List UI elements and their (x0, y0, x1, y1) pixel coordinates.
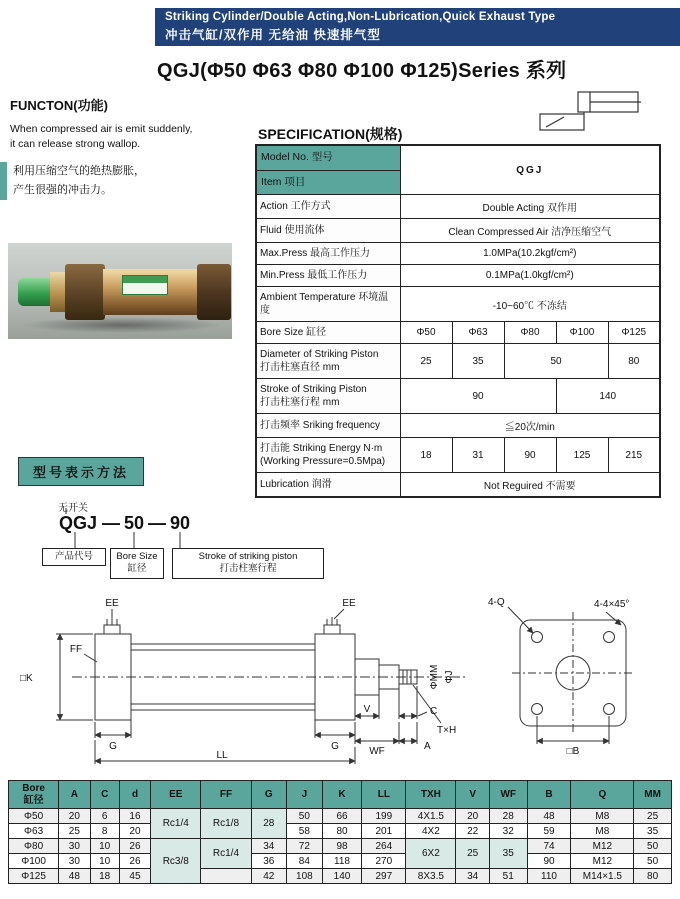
function-text-cn-line2: 产生很强的冲击力。 (13, 184, 112, 197)
dim-col-header: G (251, 781, 287, 809)
dim-label-ff: FF (69, 644, 83, 655)
dim-cell (201, 869, 251, 884)
dim-cell: 32 (489, 824, 527, 839)
spec-cell: 0.1MPa(1.0kgf/cm²) (400, 265, 660, 287)
function-text-cn (0, 162, 248, 199)
series-title: QGJ(Φ50 Φ63 Φ80 Φ100 Φ125)Series 系列 (157, 60, 567, 82)
banner-title-en: Striking Cylinder/Double Acting,Non-Lubrication,Quick Exhaust Type (165, 11, 556, 23)
dim-cell: 4X2 (406, 824, 456, 839)
dim-label-v: V (363, 704, 371, 715)
model-connector-lines (0, 492, 360, 552)
dim-col-header: Q (571, 781, 634, 809)
cylinder-side-view (56, 609, 468, 764)
function-section (0, 95, 248, 200)
model-label-bore-cn: 缸径 (127, 563, 147, 575)
spec-cell: Φ63 (452, 322, 504, 344)
spec-cell: 140 (556, 379, 660, 414)
dim-row (9, 824, 672, 839)
switch-note: 无开关 (58, 503, 88, 514)
banner-title-cn: 冲击气缸/双作用 无给油 快速排气型 (165, 28, 381, 42)
dim-cell: 20 (119, 824, 150, 839)
dim-cell: 297 (362, 869, 406, 884)
dim-cell: 20 (59, 809, 90, 824)
page-header-banner (155, 8, 680, 46)
dim-label-k: □K (20, 673, 33, 684)
dim-cell: 34 (456, 869, 489, 884)
dim-cell: 50 (634, 839, 672, 854)
dim-label-j: ΦJ (444, 670, 455, 684)
cylinder-shadow (22, 317, 222, 333)
spec-cell: Φ50 (400, 322, 452, 344)
dim-cell: 26 (119, 854, 150, 869)
dim-col-header: A (59, 781, 90, 809)
spec-cell: Φ125 (608, 322, 660, 344)
dim-cell: 84 (287, 854, 323, 869)
dim-cell: 28 (251, 809, 287, 839)
model-notation-heading: 型号表示方法 (18, 457, 144, 486)
spec-row (256, 344, 660, 379)
spec-row (256, 243, 660, 265)
dim-cell: 18 (90, 869, 119, 884)
dim-cell: Rc1/8 (201, 809, 251, 839)
dim-cell: 108 (287, 869, 323, 884)
dim-cell: 80 (322, 824, 362, 839)
spec-row-label: Stroke of Striking Piston 打击柱塞行程 mm (256, 379, 400, 414)
spec-cell: 1.0MPa(10.2kgf/cm²) (400, 243, 660, 265)
dim-cell: M12 (571, 839, 634, 854)
spec-row-label: Fluid 使用流体 (256, 219, 400, 243)
dim-col-header: WF (489, 781, 527, 809)
product-photo (8, 243, 232, 339)
dim-cell: 199 (362, 809, 406, 824)
dim-cell: M12 (571, 854, 634, 869)
dim-label-ee-left: EE (105, 598, 119, 609)
dim-cell: Rc3/8 (151, 839, 201, 884)
dim-cell: 6 (90, 809, 119, 824)
model-code-dash1: — (102, 513, 120, 533)
spec-cell: -10~60℃ 不冻结 (400, 287, 660, 322)
dim-cell: 48 (59, 869, 90, 884)
spec-row (256, 219, 660, 243)
spec-cell: Clean Compressed Air 洁净压缩空气 (400, 219, 660, 243)
spec-row-label: Bore Size 缸径 (256, 322, 400, 344)
spec-row (256, 322, 660, 344)
spec-row-label: 打击频率 Sriking frequency (256, 414, 400, 438)
spec-cell: 90 (504, 438, 556, 473)
spec-row-label: Min.Press 最低工作压力 (256, 265, 400, 287)
dim-label-b: □B (566, 746, 580, 757)
spec-cell: 31 (452, 438, 504, 473)
spec-cell: 25 (400, 344, 452, 379)
dim-cell: 36 (251, 854, 287, 869)
dim-cell: 22 (456, 824, 489, 839)
spec-header-label (256, 145, 400, 195)
dim-cell: 140 (322, 869, 362, 884)
dim-bore-cell: Φ125 (9, 869, 59, 884)
spec-row-label: Ambient Temperature 环境温度 (256, 287, 400, 322)
model-label-product-code: 产品代号 (42, 548, 106, 566)
dim-bore-cell: Φ63 (9, 824, 59, 839)
spec-header-row (256, 145, 660, 195)
dim-label-a: A (424, 741, 431, 752)
spec-header-value: QGJ (400, 145, 660, 195)
specification-table (255, 144, 661, 498)
spec-header-item-label: Item 项目 (261, 175, 306, 188)
dim-cell: 25 (59, 824, 90, 839)
model-code-bore: 50 (123, 513, 145, 533)
dim-cell: 90 (527, 854, 571, 869)
dim-col-header: V (456, 781, 489, 809)
function-text-en (10, 122, 248, 152)
spec-row-label: Action 工作方式 (256, 195, 400, 219)
dim-cell: 264 (362, 839, 406, 854)
spec-cell: Double Acting 双作用 (400, 195, 660, 219)
dim-col-header: d (119, 781, 150, 809)
dim-cell: 4X1.5 (406, 809, 456, 824)
spec-row (256, 379, 660, 414)
dim-cell: M8 (571, 824, 634, 839)
spec-cell: 18 (400, 438, 452, 473)
dimension-table (8, 780, 672, 884)
dim-cell: 35 (489, 839, 527, 869)
dim-cell: M8 (571, 809, 634, 824)
dim-label-g-left: G (109, 741, 117, 752)
dim-bore-cell: Φ100 (9, 854, 59, 869)
dim-col-header: K (322, 781, 362, 809)
dim-cell: 25 (456, 839, 489, 869)
spec-cell: 50 (504, 344, 608, 379)
function-text-cn-line1: 利用压缩空气的绝热膨胀， (13, 165, 145, 178)
pneumatic-symbol-icon (538, 90, 642, 132)
spec-row (256, 438, 660, 473)
model-code-stroke: 90 (169, 513, 191, 533)
spec-row (256, 287, 660, 322)
dim-cell: 118 (322, 854, 362, 869)
dim-cell: 16 (119, 809, 150, 824)
dim-cell: 34 (251, 839, 287, 854)
dim-col-header: EE (151, 781, 201, 809)
dim-cell: 8X3.5 (406, 869, 456, 884)
dim-table-header-row (9, 781, 672, 809)
spec-cell: Not Reguired 不需要 (400, 473, 660, 498)
dim-cell: 72 (287, 839, 323, 854)
dimensional-drawing (0, 592, 680, 777)
dim-cell: 10 (90, 854, 119, 869)
dim-cell: 42 (251, 869, 287, 884)
flange-front-view (508, 607, 634, 744)
cylinder-brass-collar (50, 272, 66, 312)
dim-cell: 59 (527, 824, 571, 839)
dim-cell: 6X2 (406, 839, 456, 869)
dim-label-g-right: G (331, 741, 339, 752)
dim-col-header: FF (201, 781, 251, 809)
dim-col-header: C (90, 781, 119, 809)
model-label-stroke (172, 548, 324, 579)
dim-label-chamfer: 4-4×45° (594, 599, 630, 610)
model-label-bore-en: Bore Size (116, 551, 158, 562)
dim-cell: 25 (634, 809, 672, 824)
dim-col-header: TXH (406, 781, 456, 809)
dim-label-c: C (430, 706, 438, 717)
model-label-bore (110, 548, 164, 579)
dim-cell: 66 (322, 809, 362, 824)
dim-cell: 28 (489, 809, 527, 824)
dim-cell: M14×1.5 (571, 869, 634, 884)
spec-row-label: 打击能 Striking Energy N·m (Working Pressure=0.5Mpa) (256, 438, 400, 473)
dim-cell: 98 (322, 839, 362, 854)
cylinder-green-nose-cap (18, 278, 52, 306)
dim-cell: 30 (59, 854, 90, 869)
dim-cell: 8 (90, 824, 119, 839)
dim-label-ee-right: EE (342, 598, 356, 609)
model-label-stroke-en: Stroke of striking piston (198, 551, 298, 562)
dim-cell: Rc1/4 (201, 839, 251, 869)
dim-label-txh: T×H (437, 725, 457, 736)
model-code-series: QGJ (58, 513, 97, 533)
spec-row-label: Lubrication 润滑 (256, 473, 400, 498)
spec-cell: 215 (608, 438, 660, 473)
dim-col-header: MM (634, 781, 672, 809)
function-heading: FUNCTON(功能) (10, 98, 108, 113)
dim-cell: 50 (634, 854, 672, 869)
spec-cell: 35 (452, 344, 504, 379)
spec-row-label: Max.Press 最高工作压力 (256, 243, 400, 265)
dim-cell: 51 (489, 869, 527, 884)
dim-col-header: Bore 缸径 (9, 781, 59, 809)
dim-cell: 30 (59, 839, 90, 854)
dim-col-header: LL (362, 781, 406, 809)
spec-cell: 90 (400, 379, 556, 414)
model-code-dash2: — (148, 513, 166, 533)
dim-cell: 45 (119, 869, 150, 884)
spec-cell: Φ80 (504, 322, 556, 344)
dim-cell: 201 (362, 824, 406, 839)
model-label-stroke-cn: 打击柱塞行程 (219, 563, 277, 575)
dim-cell: 58 (287, 824, 323, 839)
dim-cell: 110 (527, 869, 571, 884)
dim-bore-cell: Φ50 (9, 809, 59, 824)
dim-cell: 10 (90, 839, 119, 854)
dim-row (9, 839, 672, 854)
spec-header-model-label: Model No. 型号 (257, 146, 400, 171)
dim-cell: 20 (456, 809, 489, 824)
cylinder-right-end-cap (197, 264, 231, 320)
dim-bore-cell: Φ80 (9, 839, 59, 854)
spec-cell: 80 (608, 344, 660, 379)
dim-row (9, 854, 672, 869)
specification-heading: SPECIFICATION(规格) (258, 126, 403, 142)
spec-cell: Φ100 (556, 322, 608, 344)
dim-cell: 80 (634, 869, 672, 884)
dim-cell: Rc1/4 (151, 809, 201, 839)
spec-row (256, 195, 660, 219)
cylinder-left-end-cap (65, 264, 105, 320)
dim-col-header: J (287, 781, 323, 809)
dim-cell: 270 (362, 854, 406, 869)
function-text-en-line2: it can release strong wallop. (10, 138, 141, 151)
dim-label-4q: 4-Q (488, 597, 505, 608)
dim-row (9, 869, 672, 884)
dim-label-mm: ΦMM (429, 664, 440, 690)
dim-cell: 48 (527, 809, 571, 824)
dim-cell: 74 (527, 839, 571, 854)
dim-cell: 50 (287, 809, 323, 824)
dim-cell: 35 (634, 824, 672, 839)
spec-row (256, 265, 660, 287)
spec-cell: ≦20次/min (400, 414, 660, 438)
dim-row (9, 809, 672, 824)
dim-col-header: B (527, 781, 571, 809)
dim-label-wf: WF (369, 746, 385, 757)
dim-label-ll: LL (216, 750, 228, 761)
spec-cell: 125 (556, 438, 608, 473)
spec-row-label: Diameter of Striking Piston 打击柱塞直径 mm (256, 344, 400, 379)
cylinder-label-sticker (122, 275, 168, 295)
dim-cell: 26 (119, 839, 150, 854)
function-text-en-line1: When compressed air is emit suddenly, (10, 123, 193, 135)
spec-row (256, 414, 660, 438)
